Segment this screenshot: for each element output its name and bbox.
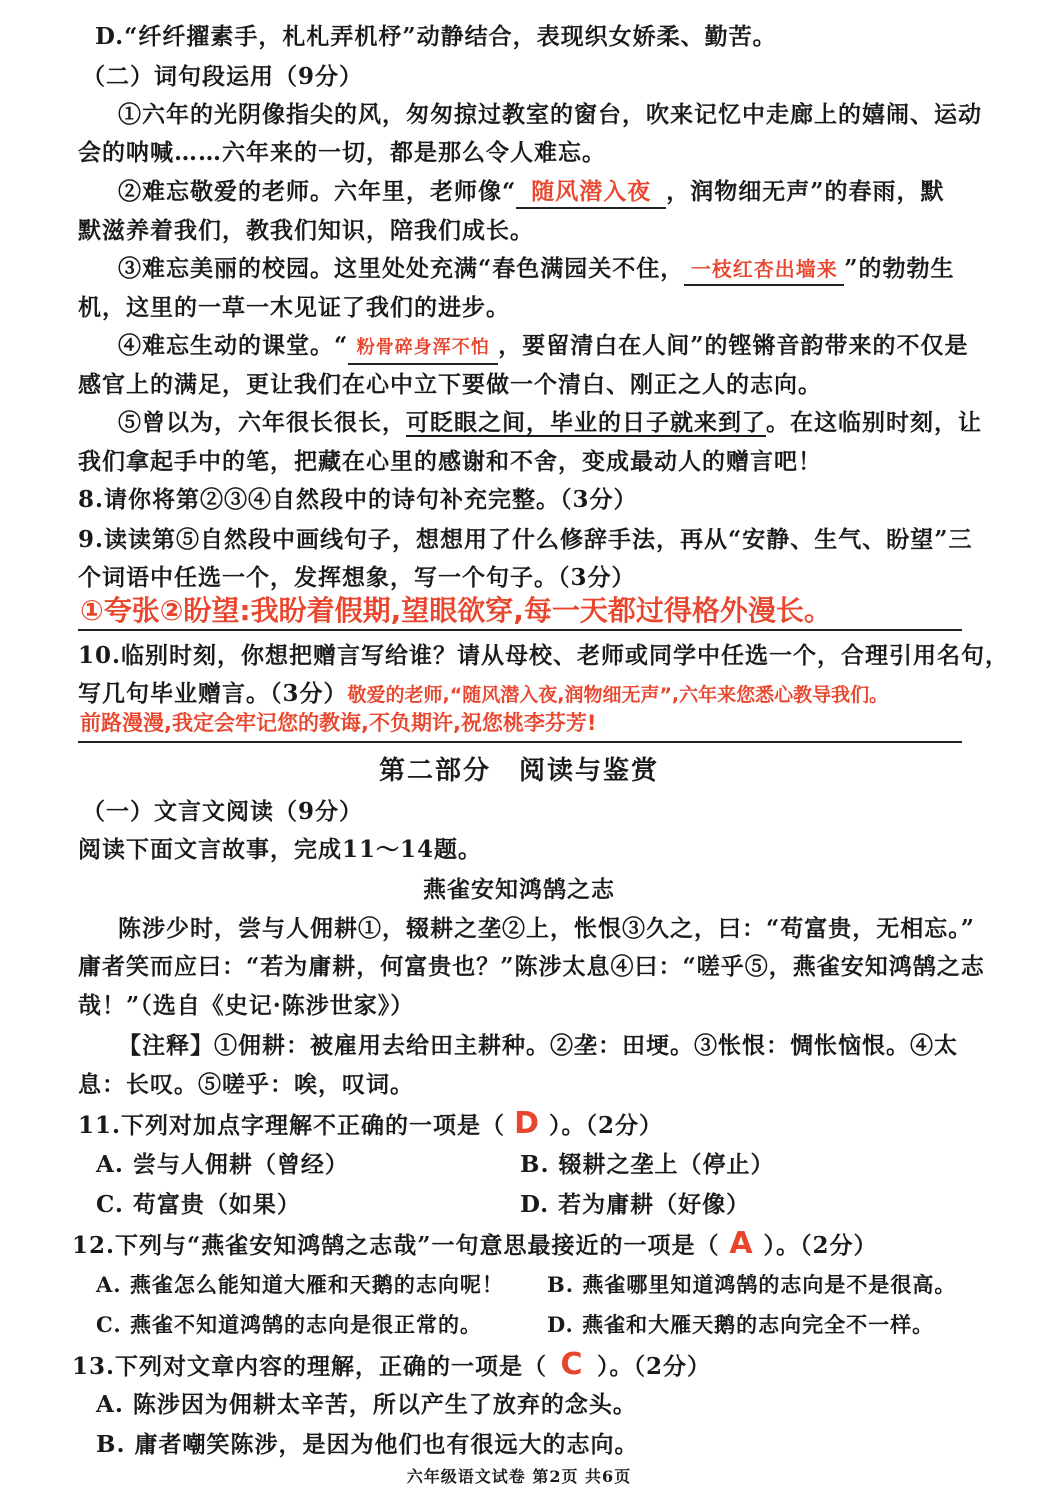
question-11-text-b: ）。（2分） xyxy=(549,1112,664,1139)
page-footer: 六年级语文试卷 第2页 共6页 xyxy=(406,1467,632,1486)
answer-11: D xyxy=(514,1106,540,1141)
question-9-line-1: 9.读读第⑤自然段中画线句子，想想用了什么修辞手法，再从“安静、生气、盼望”三 xyxy=(78,526,973,553)
notes-line-1: 【注释】①佣耕：被雇用去给田主耕种。②垄：田埂。③怅恨：惆怅恼恨。④太 xyxy=(118,1032,958,1059)
paragraph-2-line-1 xyxy=(118,177,944,209)
underlined-sentence: 可眨眼之间，毕业的日子就来到了 xyxy=(406,409,766,436)
question-9-line-2: 个词语中任选一个，发挥想象，写一个句子。（3分） xyxy=(78,564,636,591)
q11-option-c: C. 苟富贵（如果） xyxy=(96,1191,301,1218)
question-8: 8.请你将第②③④自然段中的诗句补充完整。（3分） xyxy=(78,486,638,513)
answer-8-blank-1: 随风潜入夜 xyxy=(516,177,666,209)
paragraph-2-line-2: 默滋养着我们，教我们知识，陪我们成长。 xyxy=(78,217,534,244)
section-heading-usage: （二）词句段运用（9分） xyxy=(82,63,364,90)
story-line-3: 哉！”（选自《史记·陈涉世家》） xyxy=(78,992,415,1019)
q13-option-a: A. 陈涉因为佣耕太辛苦，所以产生了放弃的念头。 xyxy=(96,1391,637,1418)
reading-intro: 阅读下面文言故事，完成11～14题。 xyxy=(78,836,483,863)
paragraph-4-line-2: 感官上的满足，更让我们在心中立下要做一个清白、刚正之人的志向。 xyxy=(78,371,822,398)
story-line-1: 陈涉少时，尝与人佣耕①，辍耕之垄②上，怅恨③久之，曰：“苟富贵，无相忘。” xyxy=(118,915,975,942)
paragraph-3-text-b: ”的勃勃生 xyxy=(844,255,955,282)
answer-10-part-2: 前路漫漫,我定会牢记您的教诲,不负期许,祝您桃李芬芳! xyxy=(80,711,597,735)
paragraph-3-line-1 xyxy=(118,254,954,286)
answer-10-line xyxy=(78,741,962,743)
answer-9: ①夸张②盼望:我盼着假期,望眼欲穿,每一天都过得格外漫长。 xyxy=(80,594,832,627)
question-13 xyxy=(72,1347,712,1382)
q12-option-b: B. 燕雀哪里知道鸿鹄的志向是不是很高。 xyxy=(547,1272,957,1297)
paragraph-4-text-a: ④难忘生动的课堂。“ xyxy=(118,332,349,359)
paragraph-1-line-1: ①六年的光阴像指尖的风，匆匆掠过教室的窗台，吹来记忆中走廊上的嬉闹、运动 xyxy=(118,101,982,128)
paragraph-5-text-b: 。在这临别时刻，让 xyxy=(766,409,982,436)
q12-option-d: D. 燕雀和大雁天鹅的志向完全不一样。 xyxy=(547,1312,935,1337)
question-12-text-b: ）。（2分） xyxy=(763,1232,878,1259)
paragraph-5-text-a: ⑤曾以为，六年很长很长， xyxy=(118,409,406,436)
paragraph-4-line-1 xyxy=(118,331,968,365)
paragraph-5-line-2: 我们拿起手中的笔，把藏在心里的感谢和不舍，变成最动人的赠言吧！ xyxy=(78,448,822,475)
paragraph-2-text-b: ，润物细无声”的春雨，默 xyxy=(666,178,945,205)
answer-9-line xyxy=(78,629,962,631)
section-heading-classical: （一）文言文阅读（9分） xyxy=(82,798,364,825)
q12-option-a: A. 燕雀怎么能知道大雁和天鹅的志向呢！ xyxy=(96,1272,504,1297)
question-10-line-1: 10.临别时刻，你想把赠言写给谁？请从母校、老师或同学中任选一个，合理引用名句， xyxy=(78,642,1010,669)
question-13-text-a: 13.下列对文章内容的理解，正确的一项是（ xyxy=(72,1353,548,1380)
part-2-title: 第二部分 阅读与鉴赏 xyxy=(378,756,659,786)
question-11-text-a: 11.下列对加点字理解不正确的一项是（ xyxy=(78,1112,506,1139)
q11-option-d: D. 若为庸耕（好像） xyxy=(520,1191,751,1218)
answer-10-part-1: 敬爱的老师,“随风潜入夜,润物细无声”,六年来您悉心教导我们。 xyxy=(347,684,889,706)
option-d-line: D.“纤纤擢素手，札札弄机杼”动静结合，表现织女娇柔、勤苦。 xyxy=(95,23,777,50)
story-title: 燕雀安知鸿鹄之志 xyxy=(423,876,615,903)
question-13-text-b: ）。（2分） xyxy=(597,1353,712,1380)
answer-8-blank-2: 一枝红杏出墙来 xyxy=(684,254,844,286)
paragraph-5-line-1 xyxy=(118,408,982,438)
paragraph-4-text-b: ，要留清白在人间”的铿锵音韵带来的不仅是 xyxy=(498,332,969,359)
answer-13: C xyxy=(560,1347,584,1382)
q12-option-c: C. 燕雀不知道鸿鹄的志向是很正常的。 xyxy=(96,1312,482,1337)
question-12 xyxy=(72,1226,878,1261)
q11-option-a: A. 尝与人佣耕（曾经） xyxy=(96,1151,349,1178)
q13-option-b: B. 庸者嘲笑陈涉，是因为他们也有很远大的志向。 xyxy=(96,1431,639,1458)
question-12-text-a: 12.下列与“燕雀安知鸿鹄之志哉”一句意思最接近的一项是（ xyxy=(72,1232,720,1259)
paragraph-3-text-a: ③难忘美丽的校园。这里处处充满“春色满园关不住， xyxy=(118,255,685,282)
answer-8-blank-3: 粉骨碎身浑不怕 xyxy=(348,333,498,365)
question-11 xyxy=(78,1106,664,1141)
q11-option-b: B. 辍耕之垄上（停止） xyxy=(520,1151,775,1178)
question-10-text: 写几句毕业赠言。（3分） xyxy=(78,680,348,707)
paragraph-3-line-2: 机，这里的一草一木见证了我们的进步。 xyxy=(78,294,510,321)
answer-12: A xyxy=(729,1226,754,1261)
question-10-line-2 xyxy=(78,679,888,710)
notes-line-2: 息：长叹。⑤嗟乎：唉，叹词。 xyxy=(78,1071,414,1098)
paragraph-2-text-a: ②难忘敬爱的老师。六年里，老师像“ xyxy=(118,178,517,205)
story-line-2: 庸者笑而应曰：“若为庸耕，何富贵也？”陈涉太息④曰：“嗟乎⑤，燕雀安知鸿鹄之志 xyxy=(78,953,985,980)
paragraph-1-line-2: 会的呐喊……六年来的一切，都是那么令人难忘。 xyxy=(78,139,606,166)
